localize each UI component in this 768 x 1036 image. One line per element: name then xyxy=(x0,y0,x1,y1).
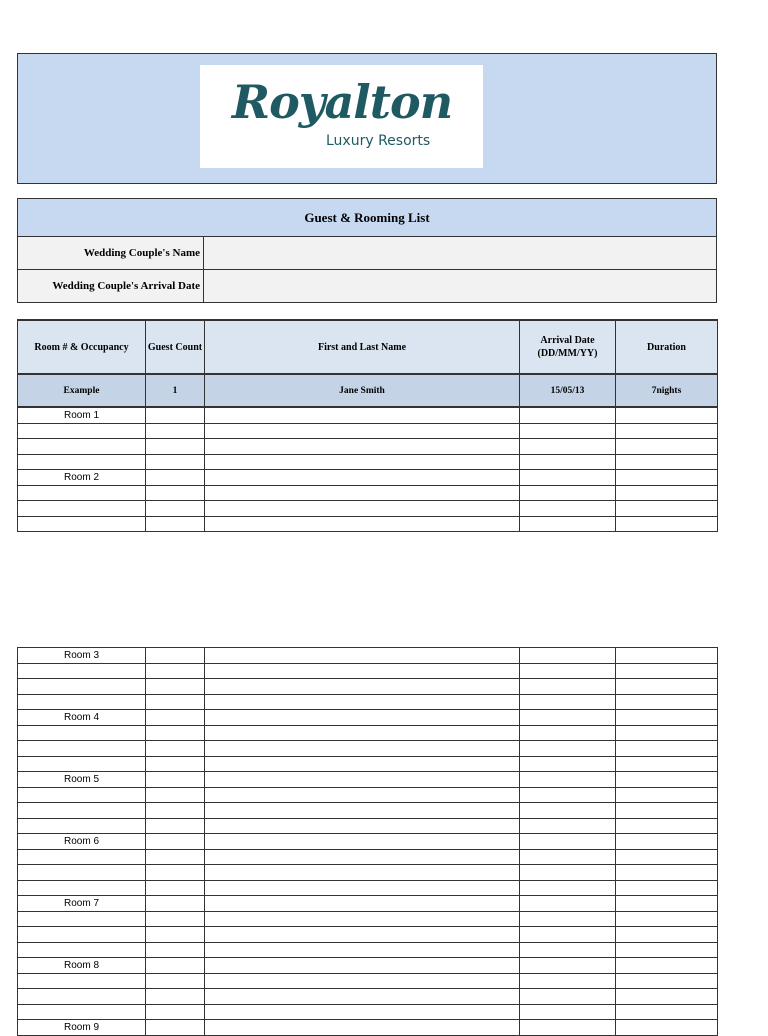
table-header-row xyxy=(18,320,718,374)
table-row xyxy=(18,741,718,757)
table-cell[interactable] xyxy=(616,958,718,974)
table-cell[interactable] xyxy=(146,756,205,772)
table-cell[interactable] xyxy=(520,942,616,958)
table-row xyxy=(18,989,718,1005)
table-cell[interactable] xyxy=(18,942,146,958)
table-cell[interactable] xyxy=(205,1020,520,1036)
table-row xyxy=(18,818,718,834)
table-cell[interactable] xyxy=(146,849,205,865)
table-row xyxy=(18,880,718,896)
table-cell[interactable] xyxy=(146,710,205,726)
table-cell[interactable] xyxy=(205,989,520,1005)
table-cell[interactable] xyxy=(616,896,718,912)
table-cell[interactable] xyxy=(205,470,520,486)
table-cell[interactable] xyxy=(18,679,146,695)
table-cell[interactable] xyxy=(146,407,205,423)
table-cell[interactable] xyxy=(205,694,520,710)
table-row xyxy=(18,663,718,679)
table-cell[interactable] xyxy=(520,787,616,803)
table-cell[interactable] xyxy=(146,454,205,470)
table-row xyxy=(18,710,718,726)
table-row xyxy=(18,1004,718,1020)
room-label[interactable]: Room 9 xyxy=(18,1020,146,1036)
table-cell[interactable] xyxy=(205,865,520,881)
table-row xyxy=(18,849,718,865)
table-row xyxy=(18,694,718,710)
table-cell[interactable] xyxy=(520,470,616,486)
table-cell[interactable] xyxy=(18,973,146,989)
table-cell[interactable] xyxy=(205,648,520,664)
table-cell[interactable] xyxy=(520,973,616,989)
couple-name-label: Wedding Couple's Name xyxy=(18,237,204,270)
table-cell[interactable] xyxy=(205,927,520,943)
table-cell[interactable] xyxy=(616,516,718,532)
table-cell[interactable] xyxy=(520,694,616,710)
table-cell[interactable] xyxy=(520,663,616,679)
table-cell[interactable] xyxy=(520,803,616,819)
table-cell[interactable] xyxy=(18,818,146,834)
table-cell[interactable] xyxy=(616,725,718,741)
table-cell[interactable] xyxy=(520,741,616,757)
example-name: Jane Smith xyxy=(205,374,520,407)
table-cell[interactable] xyxy=(616,911,718,927)
table-cell[interactable] xyxy=(18,989,146,1005)
couple-info-table xyxy=(17,198,717,303)
table-cell[interactable] xyxy=(205,818,520,834)
table-cell[interactable] xyxy=(205,896,520,912)
table-cell[interactable] xyxy=(520,439,616,455)
table-cell[interactable] xyxy=(616,973,718,989)
table-cell[interactable] xyxy=(18,725,146,741)
header-name: First and Last Name xyxy=(205,320,520,374)
arrival-date-label: Wedding Couple's Arrival Date xyxy=(18,270,204,303)
couple-name-field[interactable] xyxy=(204,237,717,270)
table-cell[interactable] xyxy=(205,880,520,896)
room-label[interactable]: Room 2 xyxy=(18,470,146,486)
table-cell[interactable] xyxy=(205,803,520,819)
table-cell[interactable] xyxy=(520,896,616,912)
table-cell[interactable] xyxy=(146,423,205,439)
header-room: Room # & Occupancy xyxy=(18,320,146,374)
table-cell[interactable] xyxy=(205,710,520,726)
logo-tagline: Luxury Resorts xyxy=(326,133,431,149)
table-cell[interactable] xyxy=(616,741,718,757)
table-cell[interactable] xyxy=(616,818,718,834)
table-cell[interactable] xyxy=(18,741,146,757)
table-cell[interactable] xyxy=(146,516,205,532)
table-cell[interactable] xyxy=(205,407,520,423)
table-cell[interactable] xyxy=(616,803,718,819)
table-cell[interactable] xyxy=(18,501,146,517)
table-row xyxy=(18,772,718,788)
table-cell[interactable] xyxy=(616,439,718,455)
table-cell[interactable] xyxy=(520,454,616,470)
table-cell[interactable] xyxy=(616,880,718,896)
table-cell[interactable] xyxy=(146,834,205,850)
table-cell[interactable] xyxy=(205,958,520,974)
table-cell[interactable] xyxy=(205,439,520,455)
table-cell[interactable] xyxy=(205,485,520,501)
table-cell[interactable] xyxy=(616,787,718,803)
table-row xyxy=(18,787,718,803)
table-cell[interactable] xyxy=(205,849,520,865)
table-cell[interactable] xyxy=(520,501,616,517)
table-cell[interactable] xyxy=(616,1020,718,1036)
table-cell[interactable] xyxy=(18,439,146,455)
table-cell[interactable] xyxy=(616,772,718,788)
table-cell[interactable] xyxy=(616,927,718,943)
table-row xyxy=(18,516,718,532)
table-cell[interactable] xyxy=(205,423,520,439)
table-cell[interactable] xyxy=(205,501,520,517)
table-cell[interactable] xyxy=(520,958,616,974)
table-cell[interactable] xyxy=(146,973,205,989)
table-row xyxy=(18,485,718,501)
table-cell[interactable] xyxy=(520,1004,616,1020)
room-label[interactable]: Room 6 xyxy=(18,834,146,850)
table-cell[interactable] xyxy=(616,849,718,865)
table-cell[interactable] xyxy=(146,741,205,757)
table-cell[interactable] xyxy=(520,725,616,741)
table-cell[interactable] xyxy=(146,663,205,679)
table-cell[interactable] xyxy=(520,834,616,850)
arrival-date-field[interactable] xyxy=(204,270,717,303)
table-cell[interactable] xyxy=(616,663,718,679)
table-cell[interactable] xyxy=(18,1004,146,1020)
table-cell[interactable] xyxy=(520,679,616,695)
example-row xyxy=(18,374,718,407)
table-row xyxy=(18,501,718,517)
table-cell[interactable] xyxy=(146,927,205,943)
table-row xyxy=(18,973,718,989)
table-cell[interactable] xyxy=(146,470,205,486)
table-cell[interactable] xyxy=(205,772,520,788)
table-cell[interactable] xyxy=(616,648,718,664)
table-cell[interactable] xyxy=(18,880,146,896)
room-label[interactable]: Room 8 xyxy=(18,958,146,974)
table-cell[interactable] xyxy=(205,834,520,850)
table-row xyxy=(18,454,718,470)
table-cell[interactable] xyxy=(616,942,718,958)
table-cell[interactable] xyxy=(205,911,520,927)
room-rows-page2 xyxy=(18,648,718,1036)
table-cell[interactable] xyxy=(616,865,718,881)
table-cell[interactable] xyxy=(520,516,616,532)
table-cell[interactable] xyxy=(520,880,616,896)
example-arrival: 15/05/13 xyxy=(520,374,616,407)
table-cell[interactable] xyxy=(520,485,616,501)
table-row xyxy=(18,958,718,974)
table-cell[interactable] xyxy=(520,772,616,788)
table-cell[interactable] xyxy=(18,485,146,501)
table-cell[interactable] xyxy=(616,694,718,710)
table-row xyxy=(18,911,718,927)
rooming-table xyxy=(17,319,718,532)
table-cell[interactable] xyxy=(146,772,205,788)
table-cell[interactable] xyxy=(520,407,616,423)
table-cell[interactable] xyxy=(18,865,146,881)
table-row xyxy=(18,756,718,772)
example-guest-count: 1 xyxy=(146,374,205,407)
table-cell[interactable] xyxy=(616,834,718,850)
table-cell[interactable] xyxy=(18,756,146,772)
table-cell[interactable] xyxy=(18,423,146,439)
header-guest-count: Guest Count xyxy=(146,320,205,374)
table-row xyxy=(18,1020,718,1036)
table-cell[interactable] xyxy=(146,694,205,710)
table-cell[interactable] xyxy=(616,501,718,517)
table-cell[interactable] xyxy=(146,679,205,695)
table-cell[interactable] xyxy=(205,787,520,803)
table-row xyxy=(18,725,718,741)
table-cell[interactable] xyxy=(520,927,616,943)
table-cell[interactable] xyxy=(146,865,205,881)
logo-brand-text: Royalton xyxy=(231,75,453,129)
room-label[interactable]: Room 1 xyxy=(18,407,146,423)
table-row xyxy=(18,470,718,486)
table-cell[interactable] xyxy=(146,787,205,803)
table-cell[interactable] xyxy=(146,880,205,896)
table-cell[interactable] xyxy=(205,679,520,695)
table-cell[interactable] xyxy=(18,516,146,532)
room-label[interactable]: Room 7 xyxy=(18,896,146,912)
table-cell[interactable] xyxy=(616,485,718,501)
table-cell[interactable] xyxy=(205,663,520,679)
table-cell[interactable] xyxy=(18,694,146,710)
table-cell[interactable] xyxy=(18,663,146,679)
table-cell[interactable] xyxy=(18,787,146,803)
table-row xyxy=(18,896,718,912)
table-cell[interactable] xyxy=(146,485,205,501)
table-cell[interactable] xyxy=(205,725,520,741)
table-cell[interactable] xyxy=(616,423,718,439)
table-cell[interactable] xyxy=(146,1004,205,1020)
table-cell[interactable] xyxy=(18,803,146,819)
table-cell[interactable] xyxy=(18,911,146,927)
table-cell[interactable] xyxy=(146,803,205,819)
table-cell[interactable] xyxy=(520,756,616,772)
example-duration: 7nights xyxy=(616,374,718,407)
table-cell[interactable] xyxy=(520,911,616,927)
table-cell[interactable] xyxy=(146,818,205,834)
table-row xyxy=(18,439,718,455)
table-cell[interactable] xyxy=(520,818,616,834)
table-cell[interactable] xyxy=(205,516,520,532)
table-row xyxy=(18,927,718,943)
room-label[interactable]: Room 5 xyxy=(18,772,146,788)
rooming-table-continued xyxy=(17,647,718,1036)
table-cell[interactable] xyxy=(616,407,718,423)
table-row xyxy=(18,423,718,439)
table-cell[interactable] xyxy=(616,454,718,470)
table-cell[interactable] xyxy=(616,710,718,726)
table-cell[interactable] xyxy=(146,989,205,1005)
royalton-logo xyxy=(200,65,483,168)
table-cell[interactable] xyxy=(146,1020,205,1036)
table-cell[interactable] xyxy=(146,942,205,958)
room-label[interactable]: Room 4 xyxy=(18,710,146,726)
table-cell[interactable] xyxy=(18,927,146,943)
table-cell[interactable] xyxy=(146,958,205,974)
table-row xyxy=(18,648,718,664)
table-cell[interactable] xyxy=(616,1004,718,1020)
table-row xyxy=(18,834,718,850)
table-cell[interactable] xyxy=(520,989,616,1005)
table-row xyxy=(18,942,718,958)
table-cell[interactable] xyxy=(18,454,146,470)
table-cell[interactable] xyxy=(520,710,616,726)
table-cell[interactable] xyxy=(146,896,205,912)
table-cell[interactable] xyxy=(616,989,718,1005)
table-cell[interactable] xyxy=(205,454,520,470)
table-cell[interactable] xyxy=(205,1004,520,1020)
table-cell[interactable] xyxy=(205,973,520,989)
table-cell[interactable] xyxy=(205,741,520,757)
table-row xyxy=(18,865,718,881)
table-cell[interactable] xyxy=(146,439,205,455)
form-title: Guest & Rooming List xyxy=(18,199,717,237)
example-room: Example xyxy=(18,374,146,407)
room-rows-page1 xyxy=(18,407,718,532)
table-cell[interactable] xyxy=(616,470,718,486)
table-cell[interactable] xyxy=(205,942,520,958)
table-cell[interactable] xyxy=(520,849,616,865)
table-cell[interactable] xyxy=(520,1020,616,1036)
room-label[interactable]: Room 3 xyxy=(18,648,146,664)
table-cell[interactable] xyxy=(146,725,205,741)
table-cell[interactable] xyxy=(520,423,616,439)
header-duration: Duration xyxy=(616,320,718,374)
table-cell[interactable] xyxy=(616,679,718,695)
table-cell[interactable] xyxy=(146,501,205,517)
header-arrival: Arrival Date (DD/MM/YY) xyxy=(520,320,616,374)
table-cell[interactable] xyxy=(146,648,205,664)
table-cell[interactable] xyxy=(146,911,205,927)
table-cell[interactable] xyxy=(520,865,616,881)
logo-banner xyxy=(17,53,717,184)
table-cell[interactable] xyxy=(616,756,718,772)
table-row xyxy=(18,407,718,423)
table-cell[interactable] xyxy=(520,648,616,664)
table-row xyxy=(18,803,718,819)
table-cell[interactable] xyxy=(18,849,146,865)
table-cell[interactable] xyxy=(205,756,520,772)
table-row xyxy=(18,679,718,695)
